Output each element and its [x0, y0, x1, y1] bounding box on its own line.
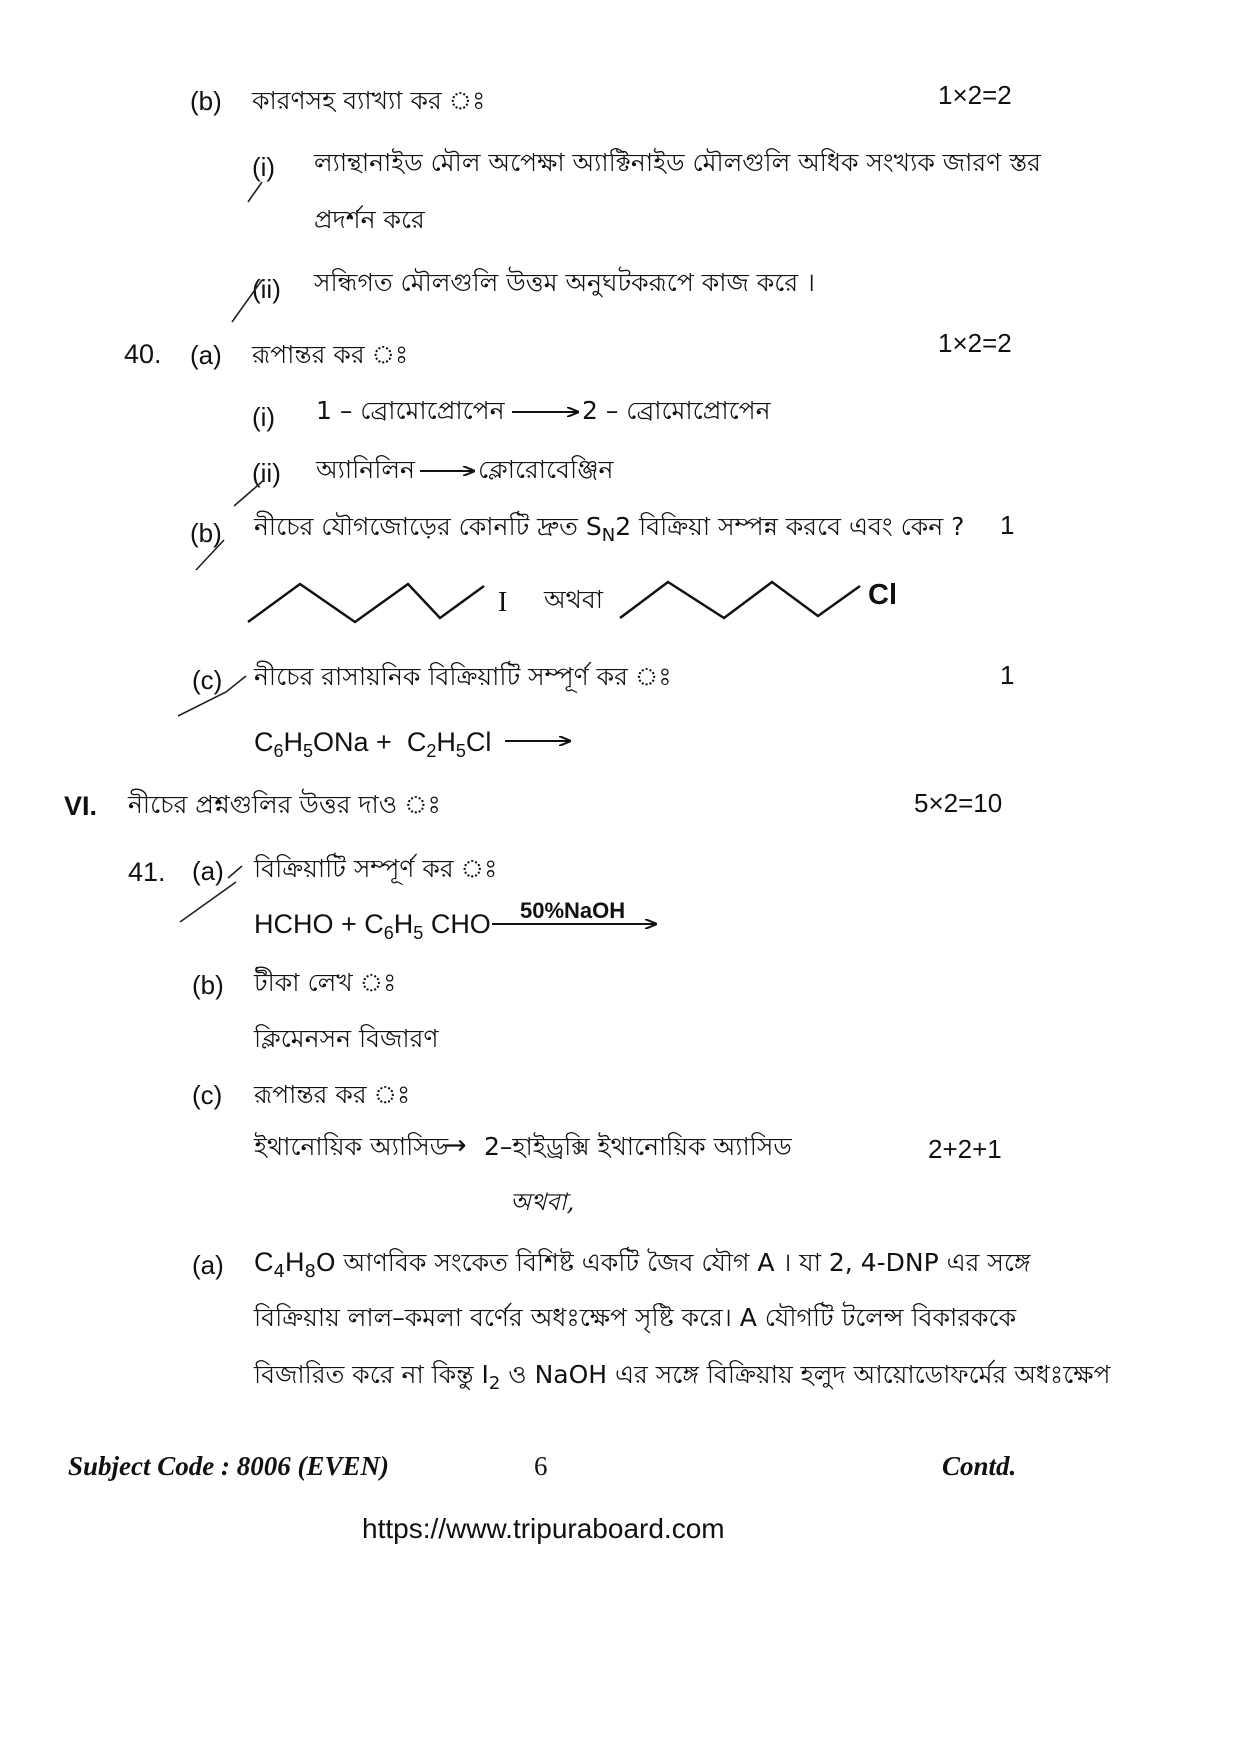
alt-h: H [284, 1247, 305, 1277]
q41c-label: (c) [192, 1080, 223, 1110]
q40a-ii-label: (ii) [252, 458, 281, 488]
alt-line1-rest: O আণবিক সংকেত বিশিষ্ট একটি জৈব যৌগ A । যা 2, 4-DNP এর সঙ্গে [315, 1248, 1031, 1277]
q40a-text: রূপান্তর কর ঃ [252, 340, 409, 369]
q40b-label: (b) [190, 518, 222, 548]
q41-number: 41. [128, 857, 166, 887]
eq41-sub-6: 6 [383, 923, 394, 943]
pen-tick-mark [232, 280, 262, 322]
pen-tick-mark [228, 866, 242, 878]
section-vi-label: VI. [64, 791, 98, 821]
q41b-topic: ক্লিমেনসন বিজারণ [254, 1024, 439, 1053]
q40c-label: (c) [192, 665, 223, 695]
alt-sub-4: 4 [273, 1261, 285, 1282]
q39b-ii-text: সন্ধিগত মৌলগুলি উত্তম অনুঘটকরূপে কাজ করে । [314, 268, 815, 297]
section-vi-marks: 5×2=10 [914, 788, 1003, 818]
q39b-label: (b) [190, 86, 222, 116]
section-vi-text: নীচের প্রশ্নগুলির উত্তর দাও ঃ [128, 790, 441, 819]
alt-sub-8: 8 [304, 1261, 316, 1282]
q40a-ii-left: অ্যানিলিন [316, 455, 415, 484]
alt-line3-sub: 2 [488, 1373, 501, 1394]
q41a-label: (a) [192, 856, 224, 886]
q40c-text: নীচের রাসায়নিক বিক্রিয়াটি সম্পূর্ণ কর ঃ [254, 662, 672, 691]
alt-line3-post: ও NaOH এর সঙ্গে বিক্রিয়ায় হলুদ আয়োডোফর্মের অধঃক্ষেপ [500, 1360, 1111, 1389]
q41a-text: বিক্রিয়াটি সম্পূর্ণ কর ঃ [254, 854, 498, 883]
q40b-text-pre: নীচের যৌগজোড়ের কোনটি দ্রুত S [254, 512, 602, 541]
q39b-i-line1: ল্যান্থানাইড মৌল অপেক্ষা অ্যাক্টিনাইড মৌলগুলি অধিক সংখ্যক জারণ স্তর [314, 148, 1041, 177]
q41c-text: রূপান্তর কর ঃ [254, 1080, 411, 1109]
q40b-struct2-chain [620, 582, 860, 618]
q40a-ii-right: ক্লোরোবেঞ্জিন [478, 455, 614, 484]
q40a-i-right: 2 – ব্রোমোপ্রোপেন [582, 396, 771, 425]
eq-sub-6: 6 [273, 741, 284, 761]
q41c-right: 2–হাইড্রক্সি ইথানোয়িক অ্যাসিড [484, 1132, 792, 1161]
footer-page-number: 6 [534, 1451, 548, 1481]
eq-h2: H [436, 727, 456, 757]
pen-tick-mark [248, 182, 262, 202]
q39b-ii-label: (ii) [252, 274, 281, 304]
q40b-text-post: 2 বিক্রিয়া সম্পন্ন করবে এবং কেন ? [615, 512, 965, 541]
alt-c: C [254, 1247, 274, 1277]
eq-h: H [283, 727, 304, 757]
eq-sub-2: 2 [426, 741, 437, 761]
eq41-sub-5: 5 [413, 923, 424, 943]
eq-sub-52: 5 [455, 741, 466, 761]
pen-tick-mark [178, 676, 246, 716]
pen-tick-mark [180, 882, 236, 922]
q41-alt-a-line2: বিক্রিয়ায় লাল–কমলা বর্ণের অধঃক্ষেপ সৃষ্টি করে। A যৌগটি টলেন্স বিকারককে [254, 1303, 1017, 1332]
pen-tick-mark [234, 480, 264, 506]
q40a-marks: 1×2=2 [938, 328, 1012, 358]
eq41-right: CHO [423, 909, 491, 939]
q40a-i-left: 1 – ব্রোমোপ্রোপেন [316, 396, 505, 425]
q40b-or: অথবা [544, 585, 604, 614]
q39b-marks: 1×2=2 [938, 80, 1012, 110]
q40b-struct1-atom: I [498, 587, 508, 618]
q39b-i-label: (i) [252, 152, 276, 182]
q41a-reagent: 50%NaOH [520, 898, 626, 923]
q41c-left: ইথানোয়িক অ্যাসিড [254, 1132, 449, 1161]
q41-or: অথবা, [510, 1188, 575, 1216]
footer-contd: Contd. [942, 1451, 1017, 1481]
eq41-h: H [393, 909, 414, 939]
q41c-arrow: → [444, 1130, 467, 1161]
q39b-i-line2: প্রদর্শন করে [314, 205, 425, 234]
q40c-marks: 1 [1000, 660, 1015, 690]
q41b-label: (b) [192, 970, 224, 1000]
q40a-label: (a) [190, 340, 222, 370]
q40a-i-label: (i) [252, 402, 276, 432]
footer-url: https://www.tripuraboard.com [362, 1513, 725, 1544]
eq-c2: C [406, 727, 427, 757]
eq41-left: HCHO + C [254, 909, 384, 939]
q39b-text: কারণসহ ব্যাখ্যা কর ঃ [252, 86, 486, 115]
footer-subject-code: Subject Code : 8006 (EVEN) [68, 1451, 389, 1481]
eq-c: C [254, 727, 274, 757]
q41-alt-a-label: (a) [192, 1250, 224, 1280]
eq-ona: ONa + [313, 727, 392, 757]
q40-number: 40. [124, 339, 162, 369]
q40b-struct1-chain [248, 584, 484, 622]
q40b-struct2-atom: Cl [868, 579, 897, 611]
eq-sub-5: 5 [303, 741, 314, 761]
q40b-marks: 1 [1000, 510, 1015, 540]
eq-cl: Cl [465, 727, 492, 757]
alt-line3-pre: বিজারিত করে না কিন্তু I [254, 1360, 489, 1389]
q41c-marks: 2+2+1 [928, 1134, 1002, 1164]
q41b-text: টীকা লেখ ঃ [254, 968, 397, 997]
q40b-sub: N [601, 525, 616, 546]
pen-tick-mark [196, 540, 224, 570]
